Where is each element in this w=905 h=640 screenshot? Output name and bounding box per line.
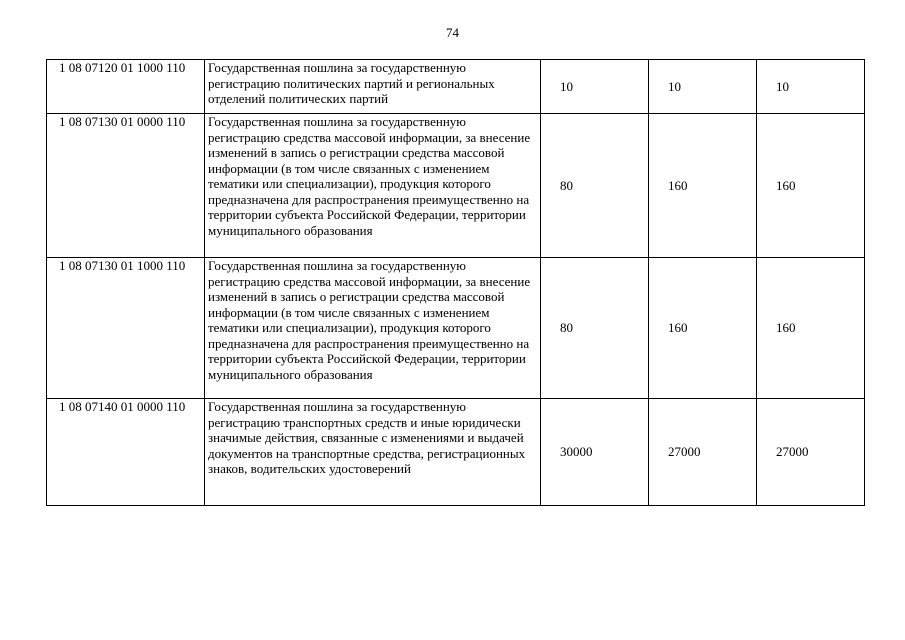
- table-row: [47, 114, 865, 258]
- description-cell: [205, 114, 541, 258]
- value-cell-1: 80: [541, 258, 649, 399]
- description-text: Государственная пошлина за государственную регистрацию средства массовой информации, за внесение изменений в запись о регистрации средства массовой информации (в том числе связанных с изменением тематики или специализации), продукция которого предназначена для распространения преимущественно на территории субъекта Российской Федерации, территории муниципального образования: [208, 114, 531, 238]
- page-number: 74: [446, 25, 459, 40]
- value-cell-3: 10: [757, 60, 865, 114]
- budget-code-cell: 1 08 07130 01 0000 110: [47, 114, 205, 258]
- value-cell-3: 160: [757, 258, 865, 399]
- value-cell-1: 80: [541, 114, 649, 258]
- table-row: [47, 258, 865, 399]
- value-cell-1: 10: [541, 60, 649, 114]
- value-cell-2: 160: [649, 114, 757, 258]
- value-cell-2: 10: [649, 60, 757, 114]
- value-cell-3: 160: [757, 114, 865, 258]
- description-text: Государственная пошлина за государственную регистрацию политических партий и региональных отделений политических партий: [208, 60, 495, 106]
- budget-code-cell: 1 08 07120 01 1000 110: [47, 60, 205, 114]
- value-cell-2: 27000: [649, 399, 757, 506]
- value-cell-2: 160: [649, 258, 757, 399]
- description-cell: [205, 399, 541, 506]
- description-cell: [205, 258, 541, 399]
- table-row: [47, 399, 865, 506]
- description-text: Государственная пошлина за государственную регистрацию транспортных средств и иные юридически значимые действия, связанные с изменениями и выдачей документов на транспортные средства, регистрационных знаков, водительских удостоверений: [208, 399, 526, 476]
- description-text: Государственная пошлина за государственную регистрацию средства массовой информации, за внесение изменений в запись о регистрации средства массовой информации (в том числе связанных с изменением тематики или специализации), продукция которого предназначена для распространения преимущественно на территории субъекта Российской Федерации, территории муниципального образования: [208, 258, 531, 382]
- value-cell-3: 27000: [757, 399, 865, 506]
- value-cell-1: 30000: [541, 399, 649, 506]
- table-row: [47, 60, 865, 114]
- budget-code-cell: 1 08 07130 01 1000 110: [47, 258, 205, 399]
- budget-table: [46, 59, 865, 506]
- description-cell: [205, 60, 541, 114]
- budget-code-cell: 1 08 07140 01 0000 110: [47, 399, 205, 506]
